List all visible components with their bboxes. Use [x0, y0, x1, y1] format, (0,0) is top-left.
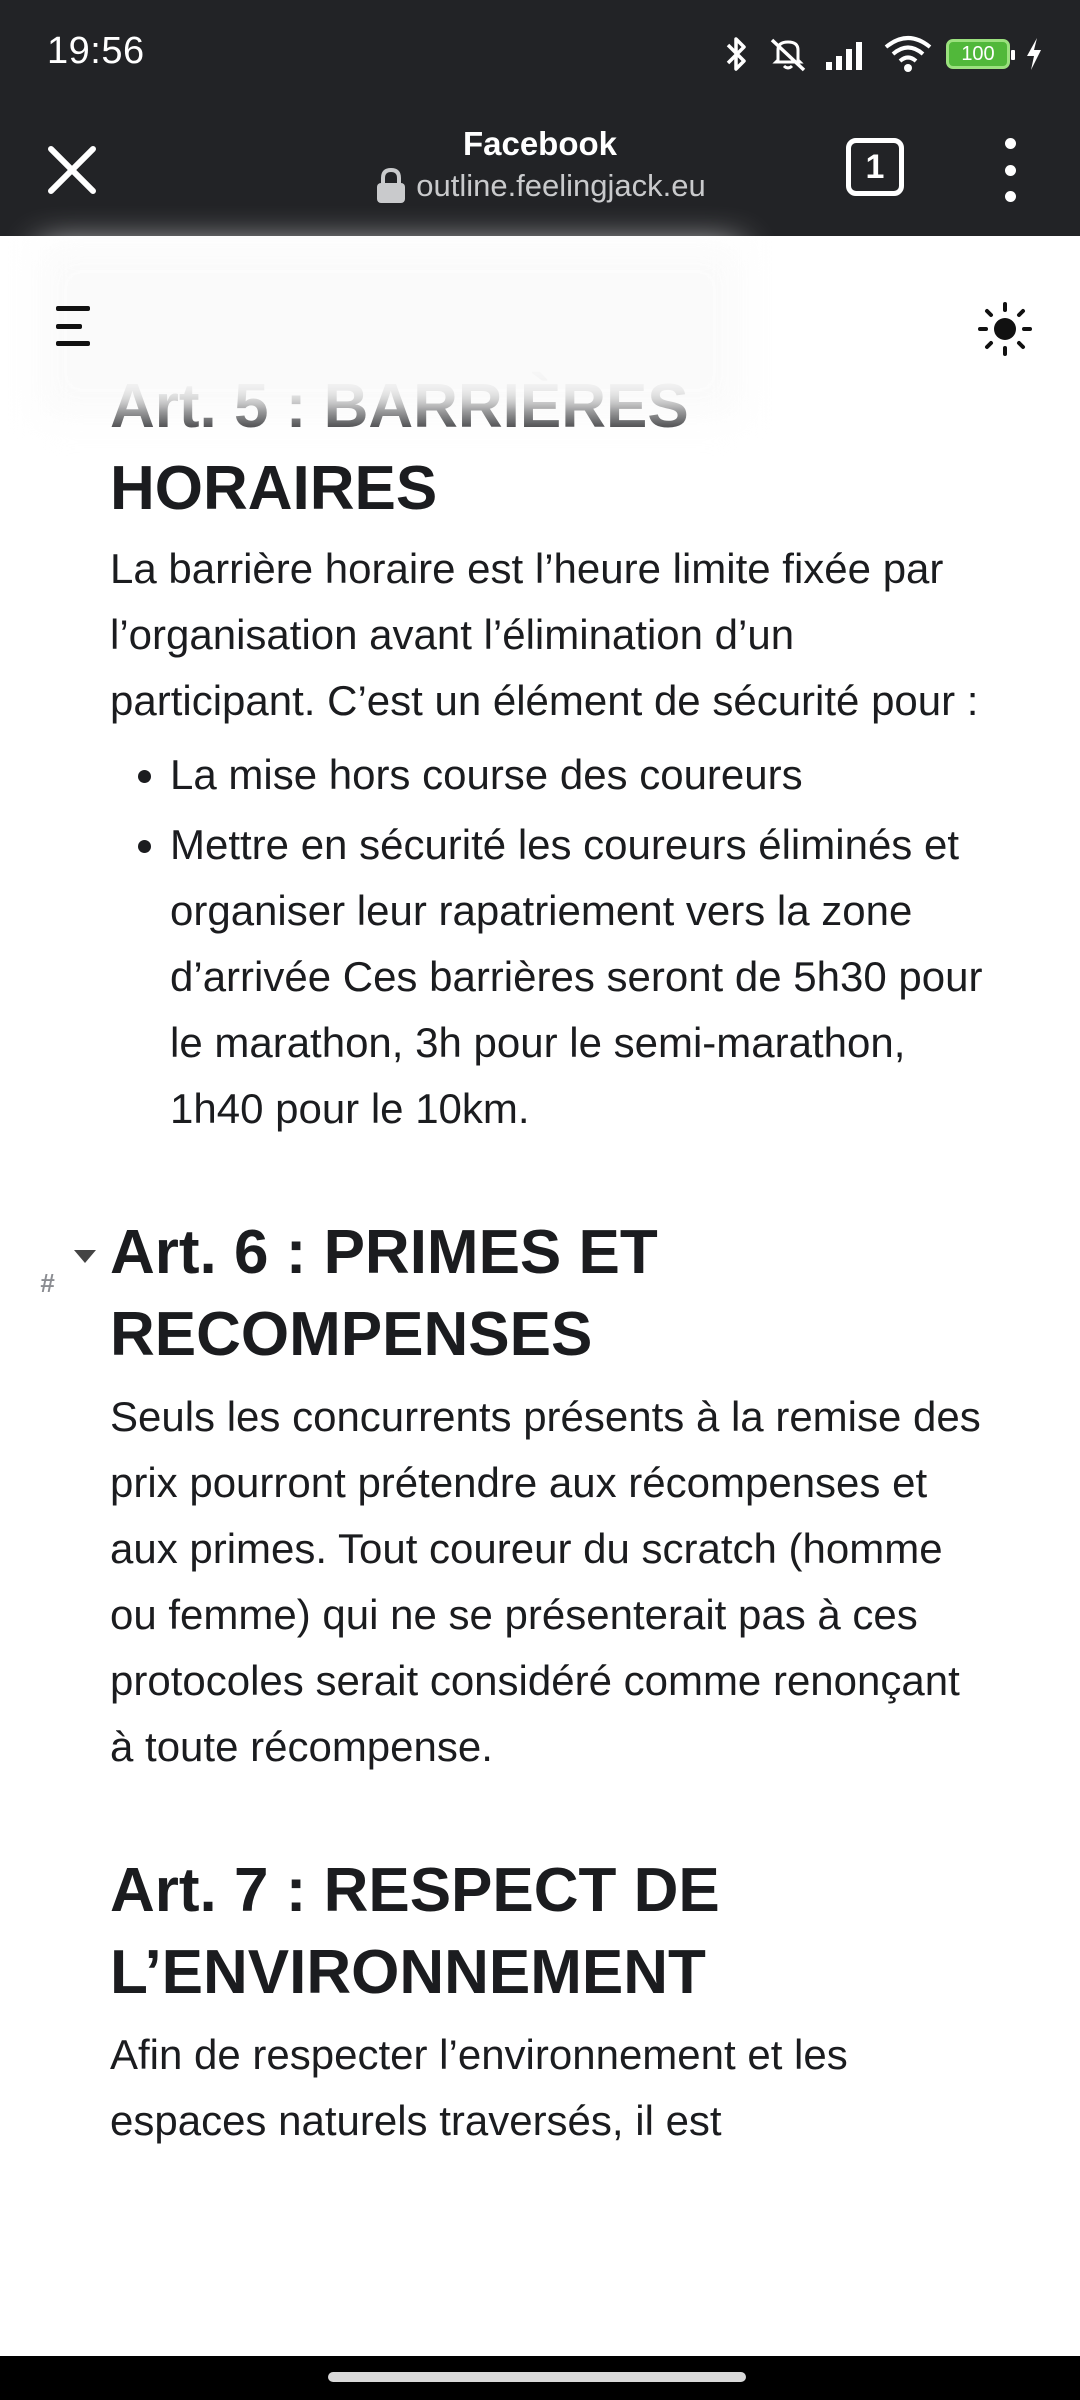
- art5-paragraph: La barrière horaire est l’heure limite fixée par l’organisation avant l’élimination d’un participant. C’est un élément de sécurité pour :: [110, 545, 979, 724]
- web-content: [0, 236, 1080, 2356]
- art7-paragraph: Afin de respecter l’environnement et les espaces naturels traversés, il est: [110, 2031, 848, 2144]
- menu-line: [56, 306, 90, 311]
- dot: [1005, 138, 1016, 149]
- list-item: • La mise hors course des coureurs: [170, 742, 990, 808]
- close-icon: [47, 145, 97, 195]
- charging-icon: [1024, 36, 1044, 72]
- art6-heading: [40, 1212, 990, 1376]
- title-block[interactable]: [300, 124, 780, 210]
- status-bar: [0, 0, 1080, 108]
- home-gesture-handle[interactable]: [328, 2372, 746, 2382]
- header-blur: [40, 246, 740, 416]
- dot: [1005, 165, 1016, 176]
- art5-heading-line2: HORAIRES: [110, 454, 438, 523]
- collapse-caret-icon[interactable]: [74, 1250, 96, 1263]
- art6-paragraph: Seuls les concurrents présents à la remise des prix pourront prétendre aux récompenses et aux primes. Tout coureur du scratch (homme ou femme) qui ne se présenterait pas à ces protocoles serait considéré comme renonçant à toute récompense.: [110, 1393, 981, 1770]
- dot: [1005, 191, 1016, 202]
- article: [40, 366, 990, 2154]
- close-button[interactable]: [36, 134, 108, 206]
- page-url: [374, 164, 706, 208]
- document-header: [0, 236, 1080, 411]
- art6-heading-text: Art. 6 : PRIMES ET RECOMPENSES: [110, 1218, 658, 1369]
- mute-icon: [766, 34, 810, 74]
- menu-button[interactable]: [56, 306, 96, 346]
- navigation-bar: [0, 2356, 1080, 2400]
- url-text: outline.feelingjack.eu: [416, 168, 706, 203]
- heading-anchor-link[interactable]: #: [40, 1268, 55, 1298]
- browser-toolbar: [0, 108, 1080, 236]
- menu-line: [56, 341, 90, 346]
- battery-icon: [946, 39, 1010, 69]
- more-menu-button[interactable]: [990, 138, 1030, 202]
- art5-bullets: [110, 742, 990, 1142]
- lock-icon: [374, 167, 408, 205]
- status-time: 19:56: [47, 30, 145, 72]
- theme-toggle-sun-icon[interactable]: [976, 300, 1034, 358]
- battery-level: 100: [961, 42, 995, 65]
- wifi-icon: [884, 35, 932, 73]
- signal-icon: [824, 36, 870, 72]
- page-title: Facebook: [462, 125, 618, 162]
- menu-line: [56, 324, 82, 329]
- art7-heading: Art. 7 : RESPECT DE L’ENVIRONNEMENT: [110, 1856, 720, 2007]
- status-icons: [722, 30, 1044, 78]
- bluetooth-icon: [722, 34, 752, 74]
- tabs-button[interactable]: 1: [846, 138, 904, 196]
- list-item: • Mettre en sécurité les coureurs éliminés et organiser leur rapatriement vers la zone d’arrivée Ces barrières seront de 5h30 pour le marathon, 3h pour le semi-marathon, 1h40 pour le 10km.: [170, 812, 990, 1142]
